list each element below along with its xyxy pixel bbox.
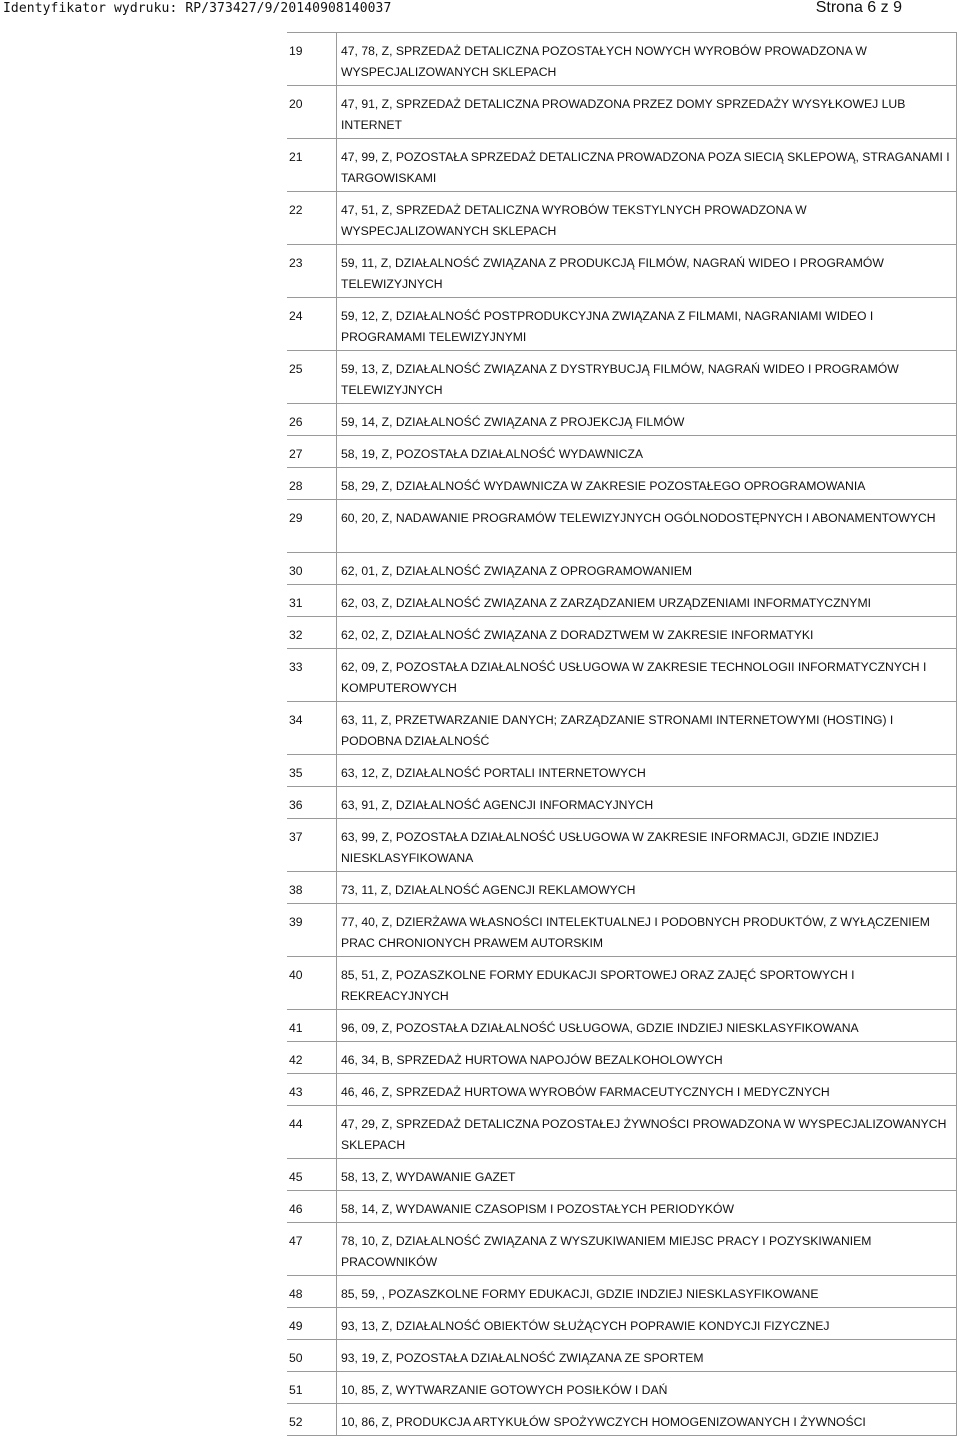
activity-description: 85, 59, , POZASZKOLNE FORMY EDUKACJI, GDZIE INDZIEJ NIESKLASYFIKOWANE [337,1276,957,1308]
activity-description: 47, 91, Z, SPRZEDAŻ DETALICZNA PROWADZONA PRZEZ DOMY SPRZEDAŻY WYSYŁKOWEJ LUB INTERNET [337,86,957,139]
row-number: 29 [287,500,337,553]
table-row [287,245,957,298]
table-row [287,139,957,192]
row-number: 26 [287,404,337,436]
row-number: 37 [287,819,337,872]
activity-description: 59, 14, Z, DZIAŁALNOŚĆ ZWIĄZANA Z PROJEKCJĄ FILMÓW [337,404,957,436]
table-row [287,1276,957,1308]
activity-description: 59, 11, Z, DZIAŁALNOŚĆ ZWIĄZANA Z PRODUKCJĄ FILMÓW, NAGRAŃ WIDEO I PROGRAMÓW TELEWIZYJNYCH [337,245,957,298]
activity-description: 93, 13, Z, DZIAŁALNOŚĆ OBIEKTÓW SŁUŻĄCYCH POPRAWIE KONDYCJI FIZYCZNEJ [337,1308,957,1340]
activity-description: 58, 19, Z, POZOSTAŁA DZIAŁALNOŚĆ WYDAWNICZA [337,436,957,468]
activity-description: 96, 09, Z, POZOSTAŁA DZIAŁALNOŚĆ USŁUGOWA, GDZIE INDZIEJ NIESKLASYFIKOWANA [337,1010,957,1042]
activity-description: 63, 11, Z, PRZETWARZANIE DANYCH; ZARZĄDZANIE STRONAMI INTERNETOWYMI (HOSTING) I PODOBNA DZIAŁALNOŚĆ [337,702,957,755]
activity-description: 47, 51, Z, SPRZEDAŻ DETALICZNA WYROBÓW TEKSTYLNYCH PROWADZONA W WYSPECJALIZOWANYCH SKLEPACH [337,192,957,245]
row-number: 19 [287,33,337,86]
activity-description: 47, 78, Z, SPRZEDAŻ DETALICZNA POZOSTAŁYCH NOWYCH WYROBÓW PROWADZONA W WYSPECJALIZOWANYCH SKLEPACH [337,33,957,86]
activity-description: 85, 51, Z, POZASZKOLNE FORMY EDUKACJI SPORTOWEJ ORAZ ZAJĘĆ SPORTOWYCH I REKREACYJNYCH [337,957,957,1010]
row-number: 34 [287,702,337,755]
table-row [287,500,957,553]
row-number: 40 [287,957,337,1010]
table-row [287,904,957,957]
table-row [287,617,957,649]
row-number: 22 [287,192,337,245]
activity-description: 62, 02, Z, DZIAŁALNOŚĆ ZWIĄZANA Z DORADZTWEM W ZAKRESIE INFORMATYKI [337,617,957,649]
table-row [287,351,957,404]
table-row [287,553,957,585]
table-row [287,1372,957,1404]
activity-description: 59, 12, Z, DZIAŁALNOŚĆ POSTPRODUKCYJNA ZWIĄZANA Z FILMAMI, NAGRANIAMI WIDEO I PROGRAMAMI TELEWIZYJNYMI [337,298,957,351]
table-row [287,585,957,617]
activity-description: 62, 01, Z, DZIAŁALNOŚĆ ZWIĄZANA Z OPROGRAMOWANIEM [337,553,957,585]
row-number: 25 [287,351,337,404]
row-number: 49 [287,1308,337,1340]
row-number: 20 [287,86,337,139]
activity-description: 46, 46, Z, SPRZEDAŻ HURTOWA WYROBÓW FARMACEUTYCZNYCH I MEDYCZNYCH [337,1074,957,1106]
row-number: 21 [287,139,337,192]
page-header [0,0,960,20]
table-row [287,86,957,139]
activity-description: 62, 09, Z, POZOSTAŁA DZIAŁALNOŚĆ USŁUGOWA W ZAKRESIE TECHNOLOGII INFORMATYCZNYCH I KOMPUTEROWYCH [337,649,957,702]
row-number: 46 [287,1191,337,1223]
table-row [287,1010,957,1042]
table-row [287,1074,957,1106]
row-number: 31 [287,585,337,617]
activity-description: 78, 10, Z, DZIAŁALNOŚĆ ZWIĄZANA Z WYSZUKIWANIEM MIEJSC PRACY I POZYSKIWANIEM PRACOWNIKÓW [337,1223,957,1276]
row-number: 44 [287,1106,337,1159]
row-number: 23 [287,245,337,298]
table-row [287,649,957,702]
print-identifier: Identyfikator wydruku: RP/373427/9/20140908140037 [3,1,392,16]
activity-description: 46, 34, B, SPRZEDAŻ HURTOWA NAPOJÓW BEZALKOHOLOWYCH [337,1042,957,1074]
row-number: 52 [287,1404,337,1436]
table-row [287,468,957,500]
table-row [287,872,957,904]
row-number: 30 [287,553,337,585]
activity-description: 58, 29, Z, DZIAŁALNOŚĆ WYDAWNICZA W ZAKRESIE POZOSTAŁEGO OPROGRAMOWANIA [337,468,957,500]
activity-description: 60, 20, Z, NADAWANIE PROGRAMÓW TELEWIZYJNYCH OGÓLNODOSTĘPNYCH I ABONAMENTOWYCH [337,500,957,553]
activity-description: 62, 03, Z, DZIAŁALNOŚĆ ZWIĄZANA Z ZARZĄDZANIEM URZĄDZENIAMI INFORMATYCZNYMI [337,585,957,617]
row-number: 51 [287,1372,337,1404]
table-row [287,298,957,351]
row-number: 43 [287,1074,337,1106]
table-row [287,436,957,468]
row-number: 27 [287,436,337,468]
row-number: 24 [287,298,337,351]
activity-description: 63, 12, Z, DZIAŁALNOŚĆ PORTALI INTERNETOWYCH [337,755,957,787]
row-number: 38 [287,872,337,904]
row-number: 36 [287,787,337,819]
row-number: 33 [287,649,337,702]
table-row [287,1340,957,1372]
row-number: 42 [287,1042,337,1074]
row-number: 28 [287,468,337,500]
table-row [287,33,957,86]
row-number: 41 [287,1010,337,1042]
row-number: 48 [287,1276,337,1308]
row-number: 39 [287,904,337,957]
table-row [287,1308,957,1340]
row-number: 35 [287,755,337,787]
activity-description: 93, 19, Z, POZOSTAŁA DZIAŁALNOŚĆ ZWIĄZANA ZE SPORTEM [337,1340,957,1372]
table-row [287,755,957,787]
activity-description: 63, 99, Z, POZOSTAŁA DZIAŁALNOŚĆ USŁUGOWA W ZAKRESIE INFORMACJI, GDZIE INDZIEJ NIESKLASYFIKOWANA [337,819,957,872]
table-row [287,1404,957,1436]
table-row [287,1223,957,1276]
activity-description: 47, 29, Z, SPRZEDAŻ DETALICZNA POZOSTAŁEJ ŻYWNOŚCI PROWADZONA W WYSPECJALIZOWANYCH SKLEPACH [337,1106,957,1159]
table-row [287,957,957,1010]
pkd-activity-table [287,32,957,1436]
activity-description: 10, 85, Z, WYTWARZANIE GOTOWYCH POSIŁKÓW I DAŃ [337,1372,957,1404]
activity-description: 73, 11, Z, DZIAŁALNOŚĆ AGENCJI REKLAMOWYCH [337,872,957,904]
activity-description: 77, 40, Z, DZIERŻAWA WŁASNOŚCI INTELEKTUALNEJ I PODOBNYCH PRODUKTÓW, Z WYŁĄCZENIEM PRAC CHRONIONYCH PRAWEM AUTORSKIM [337,904,957,957]
table-row [287,1191,957,1223]
row-number: 45 [287,1159,337,1191]
table-row [287,404,957,436]
row-number: 32 [287,617,337,649]
table-row [287,1159,957,1191]
table-row [287,819,957,872]
table-row [287,702,957,755]
activity-description: 63, 91, Z, DZIAŁALNOŚĆ AGENCJI INFORMACYJNYCH [337,787,957,819]
table-row [287,1106,957,1159]
activity-description: 59, 13, Z, DZIAŁALNOŚĆ ZWIĄZANA Z DYSTRYBUCJĄ FILMÓW, NAGRAŃ WIDEO I PROGRAMÓW TELEWIZYJNYCH [337,351,957,404]
row-number: 47 [287,1223,337,1276]
table-row [287,192,957,245]
pkd-activity-table-body [287,33,957,1436]
table-row [287,787,957,819]
activity-description: 58, 13, Z, WYDAWANIE GAZET [337,1159,957,1191]
page-number: Strona 6 z 9 [815,0,902,16]
activity-description: 47, 99, Z, POZOSTAŁA SPRZEDAŻ DETALICZNA PROWADZONA POZA SIECIĄ SKLEPOWĄ, STRAGANAMI I TARGOWISKAMI [337,139,957,192]
activity-description: 10, 86, Z, PRODUKCJA ARTYKUŁÓW SPOŻYWCZYCH HOMOGENIZOWANYCH I ŻYWNOŚCI [337,1404,957,1436]
table-row [287,1042,957,1074]
activity-description: 58, 14, Z, WYDAWANIE CZASOPISM I POZOSTAŁYCH PERIODYKÓW [337,1191,957,1223]
row-number: 50 [287,1340,337,1372]
